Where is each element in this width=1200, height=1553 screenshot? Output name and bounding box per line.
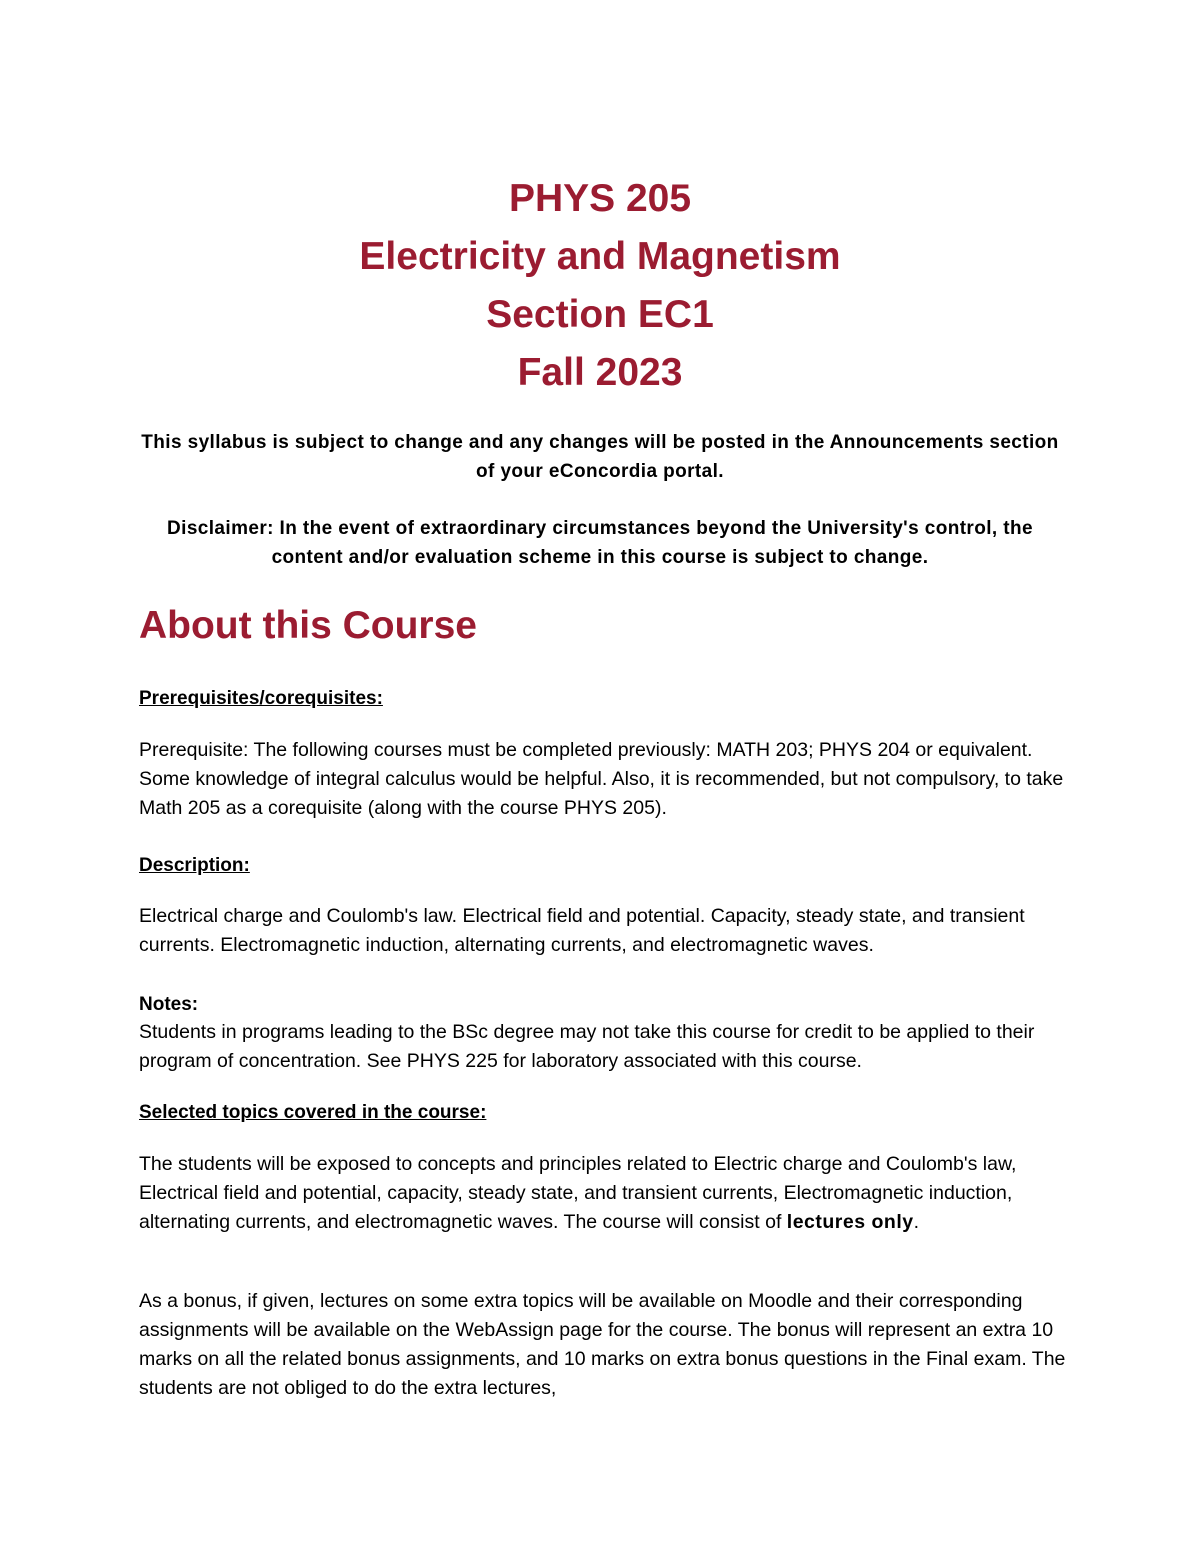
notes-label: Notes:: [139, 994, 199, 1015]
course-title-block: [0, 170, 1200, 402]
lectures-only-emphasis: lectures only: [786, 1211, 914, 1233]
prerequisites-text: Prerequisite: The following courses must be completed previously: MATH 203; PHYS 204 or equivalent. Some knowledge of integral calculus would be helpful. Also, it is recommended, but not compulsory, to take Math 205 as a corequisite (along with the course PHYS 205).: [139, 739, 1064, 819]
topics-text-end: .: [913, 1211, 920, 1233]
prerequisites-label: Prerequisites/corequisites:: [139, 688, 383, 709]
notes-text: Students in programs leading to the BSc degree may not take this course for credit to be applied to their program of concentration. See PHYS 225 for laboratory associated with this course.: [139, 1021, 1035, 1072]
disclaimer-notice: Disclaimer: In the event of extraordinary circumstances beyond the University's control, the content and/or evaluation scheme in this course is subject to change.: [167, 518, 1033, 568]
course-code: PHYS 205: [508, 177, 692, 220]
syllabus-change-notice: This syllabus is subject to change and any changes will be posted in the Announcements section of your eConcordia portal.: [141, 432, 1059, 482]
topics-text: [139, 1150, 1069, 1237]
description-label: Description:: [139, 855, 250, 876]
topics-label: Selected topics covered in the course:: [139, 1102, 487, 1123]
about-heading: About this Course: [139, 604, 477, 647]
topics-text-start: The students will be exposed to concepts and principles related to Electric charge and Coulomb's law, Electrical field and potential, capacity, steady state, and transient currents, Electromagnetic induction, alternating currents, and electromagnetic waves. The course will consist of: [139, 1153, 1017, 1233]
course-name: Electricity and Magnetism: [359, 235, 841, 278]
course-term: Fall 2023: [517, 351, 683, 394]
bonus-text: As a bonus, if given, lectures on some extra topics will be available on Moodle and their corresponding assignments will be available on the WebAssign page for the course. The bonus will represent an extra 10 marks on all the related bonus assignments, and 10 marks on extra bonus questions in the Final exam. The students are not obliged to do the extra lectures,: [139, 1290, 1066, 1399]
course-section: Section EC1: [486, 293, 714, 336]
description-text: Electrical charge and Coulomb's law. Electrical field and potential. Capacity, steady state, and transient currents. Electromagnetic induction, alternating currents, and electromagnetic waves.: [139, 905, 1025, 956]
